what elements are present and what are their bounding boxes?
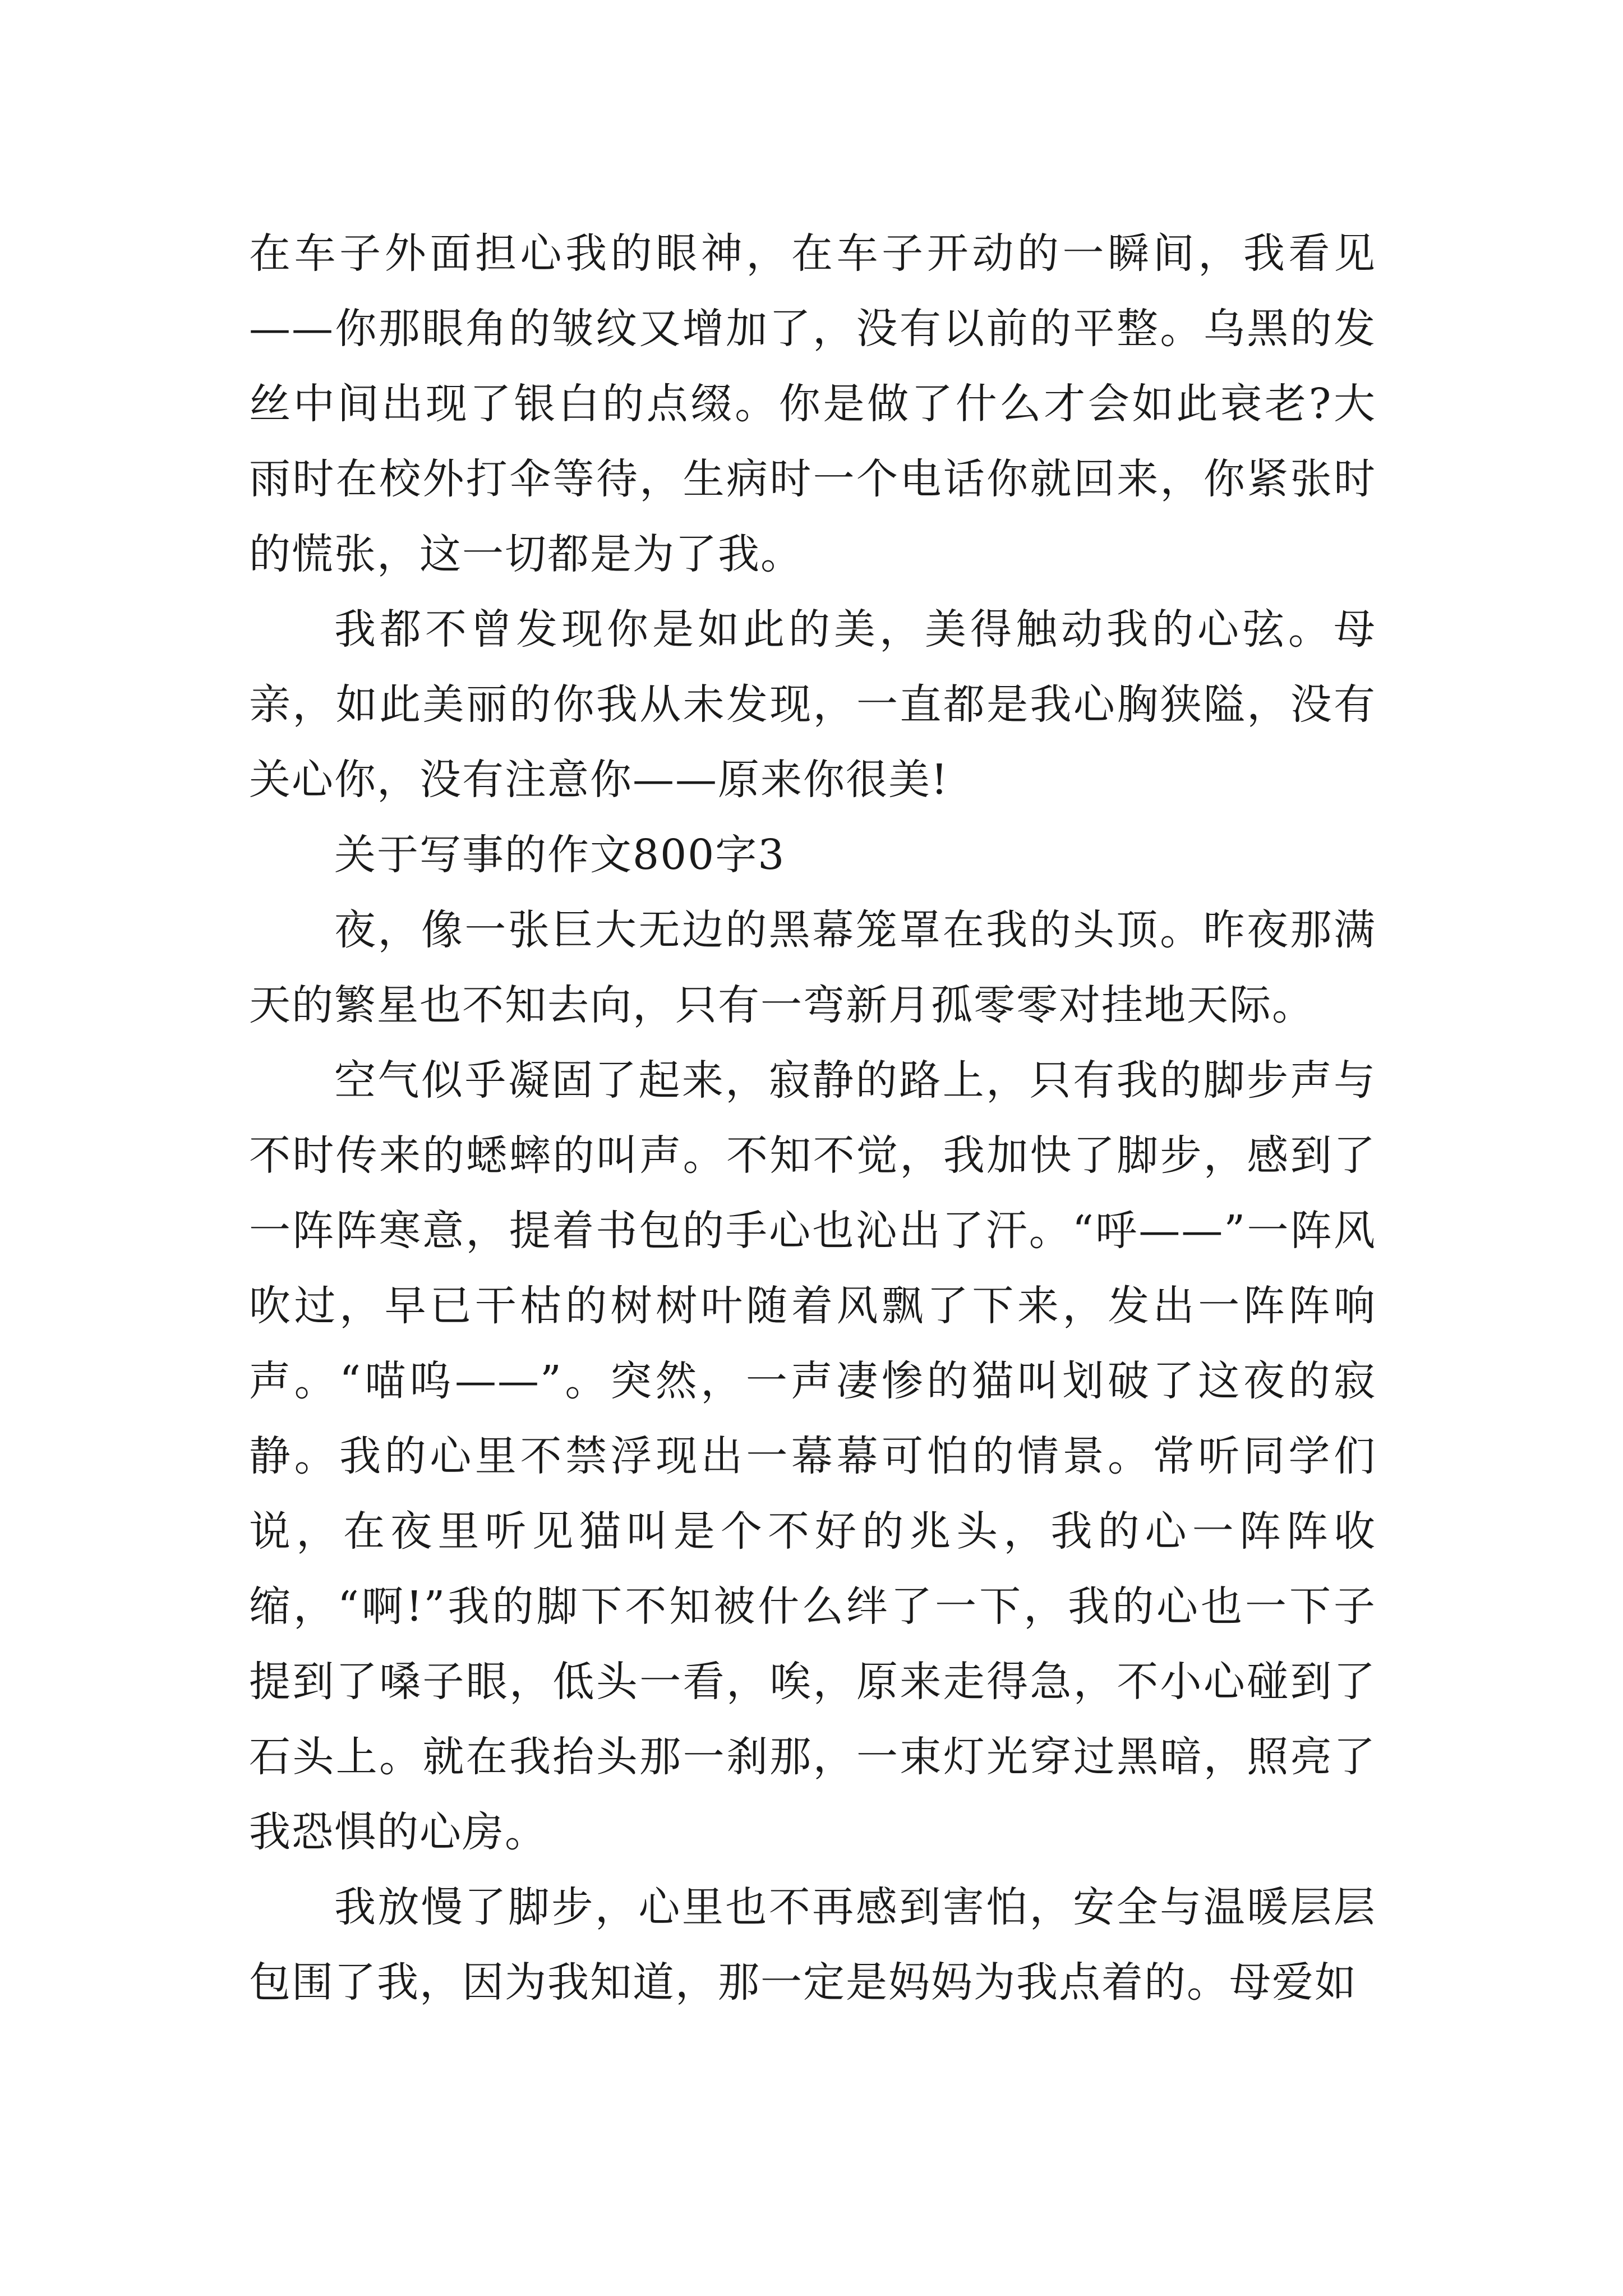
paragraph-night-sky: 夜，像一张巨大无边的黑幕笼罩在我的头顶。昨夜那满天的繁星也不知去向，只有一弯新月孤零零对挂地天际。 [249, 906, 1376, 1029]
section-heading: 关于写事的作文800字3 [334, 831, 786, 879]
document-body [249, 216, 1376, 2020]
paragraph-quiet-road: 空气似乎凝固了起来，寂静的路上，只有我的脚步声与不时传来的蟋蟀的叫声。不知不觉，我加快了脚步，感到了一阵阵寒意，提着书包的手心也沁出了汗。“呼——”一阵风吹过，早已干枯的树树叶随着风飘了下来，发出一阵阵响声。“喵呜——”。突然，一声凄惨的猫叫划破了这夜的寂静。我的心里不禁浮现出一幕幕可怕的情景。常听同学们说，在夜里听见猫叫是个不好的兆头，我的心一阵阵收缩，“啊!”我的脚下不知被什么绊了一下，我的心也一下子提到了嗓子眼，低头一看，唉，原来走得急，不小心碰到了石头上。就在我抬头那一刹那，一束灯光穿过黑暗，照亮了我恐惧的心房。 [249, 1056, 1376, 1856]
paragraph-worry-eyes: 在车子外面担心我的眼神，在车子开动的一瞬间，我看见——你那眼角的皱纹又增加了，没有以前的平整。乌黑的发丝中间出现了银白的点缀。你是做了什么才会如此衰老?大雨时在校外打伞等待，生病时一个电话你就回来，你紧张时的慌张，这一切都是为了我。 [249, 229, 1376, 578]
paragraph-beautiful-mother: 我都不曾发现你是如此的美，美得触动我的心弦。母亲，如此美丽的你我从未发现，一直都是我心胸狭隘，没有关心你，没有注意你——原来你很美! [249, 605, 1376, 804]
paragraph-mothers-light: 我放慢了脚步，心里也不再感到害怕，安全与温暖层层包围了我，因为我知道，那一定是妈妈为我点着的。母爱如 [249, 1883, 1376, 2007]
